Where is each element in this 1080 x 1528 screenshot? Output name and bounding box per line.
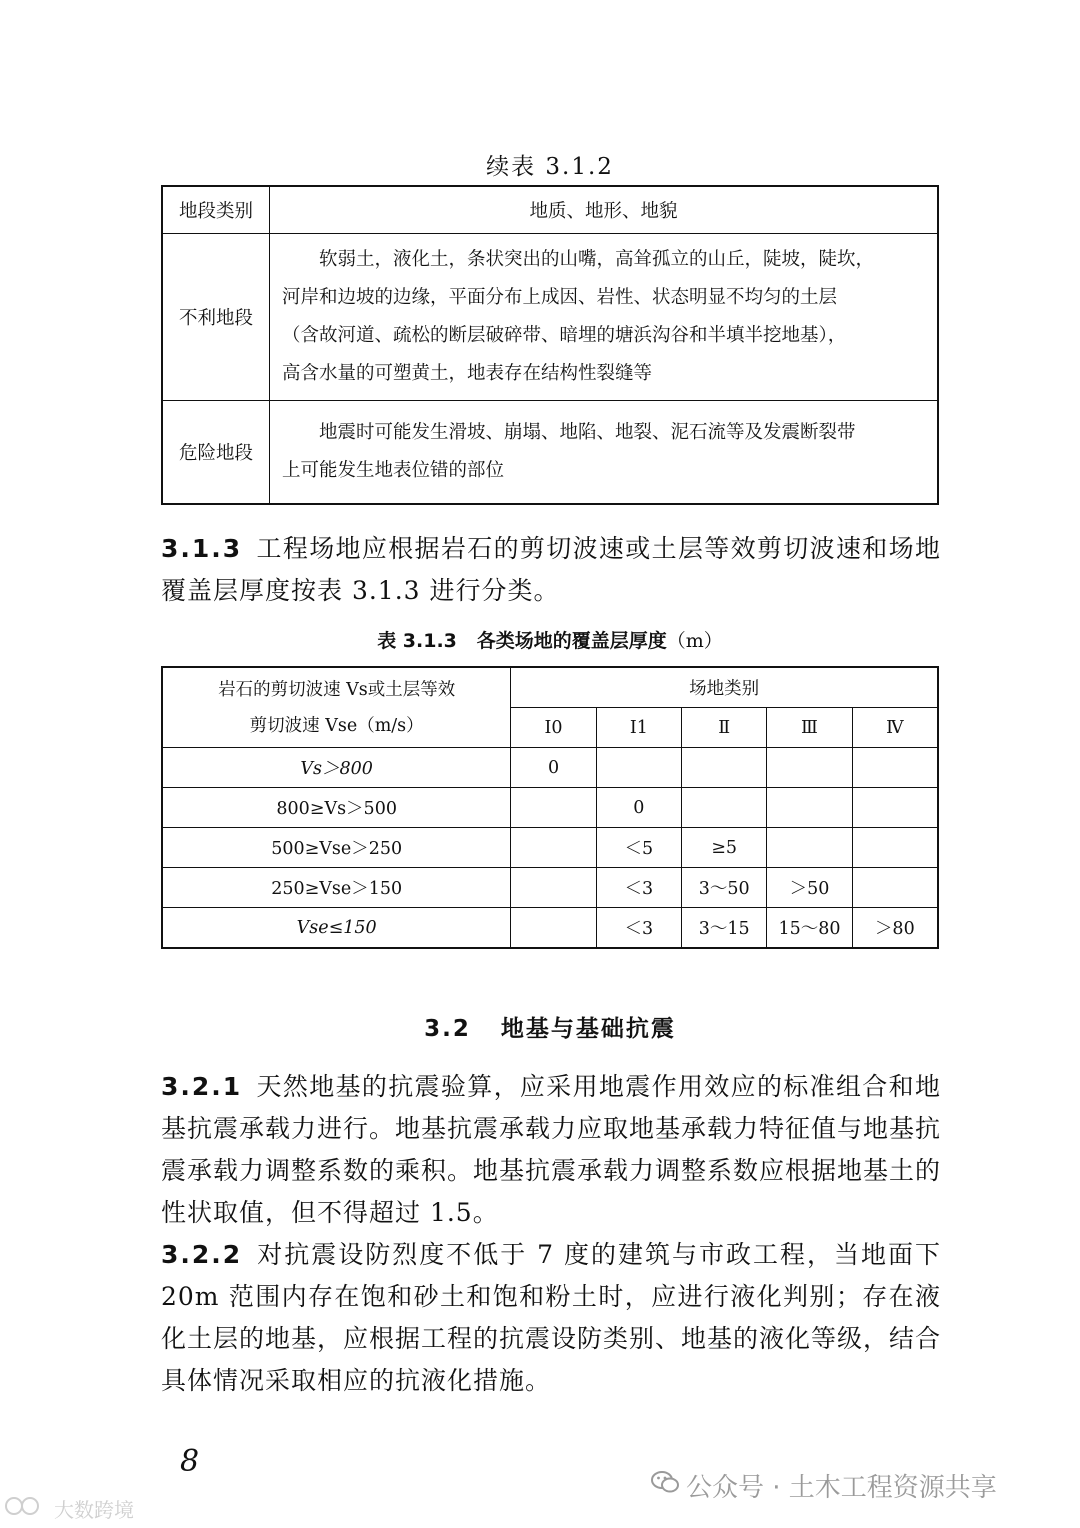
table-3-1-2-continued bbox=[161, 185, 939, 505]
table-row bbox=[162, 234, 938, 401]
value-cell: 0 bbox=[511, 748, 596, 788]
description-line: 高含水量的可塑黄土，地表存在结构性裂缝等 bbox=[282, 363, 653, 384]
table-header-velocity bbox=[162, 667, 511, 748]
description-line: 地震时可能发生滑坡、崩塌、地陷、地裂、泥石流等及发震断裂带 bbox=[282, 422, 856, 443]
clause-3-1-3 bbox=[161, 528, 941, 612]
watermark-text: 公众号 · 土木工程资源共享 bbox=[686, 1473, 997, 1503]
value-cell bbox=[767, 788, 852, 828]
description-line: 软弱土，液化土，条状突出的山嘴，高耸孤立的山丘，陡坡，陡坎， bbox=[282, 249, 875, 270]
category-cell: 危险地段 bbox=[162, 401, 270, 505]
table-caption-title: 各类场地的覆盖层厚度 bbox=[476, 630, 667, 652]
description-cell bbox=[270, 401, 939, 505]
table-header-geology: 地质、地形、地貌 bbox=[270, 186, 939, 234]
velocity-cell: 250≥Vse＞150 bbox=[162, 868, 511, 908]
value-cell bbox=[511, 788, 596, 828]
value-cell bbox=[596, 748, 681, 788]
class-header: Ⅰ1 bbox=[596, 708, 681, 748]
class-header: Ⅳ bbox=[852, 708, 938, 748]
table-header-category: 地段类别 bbox=[162, 186, 270, 234]
value-cell: ＜3 bbox=[596, 868, 681, 908]
table-caption: 续表 3.1.2 bbox=[486, 154, 614, 180]
brand-logo-icon bbox=[4, 1494, 48, 1523]
section-heading bbox=[0, 1010, 1080, 1043]
table-row bbox=[162, 868, 938, 908]
header-line: 岩石的剪切波速 Vs或土层等效 bbox=[218, 679, 456, 700]
header-line: 剪切波速 Vse（m/s） bbox=[249, 715, 424, 736]
value-cell bbox=[682, 788, 767, 828]
class-header: Ⅲ bbox=[767, 708, 852, 748]
clause-text: 对抗震设防烈度不低于 7 度的建筑与市政工程，当地面下 20m 范围内存在饱和砂土和饱和粉土时，应进行液化判别；存在液化土层的地基，应根据工程的抗震设防类别、地基的液化等级，结合具体情况采取相应的抗液化措施。 bbox=[161, 1240, 942, 1395]
velocity-cell: Vse≤150 bbox=[162, 908, 511, 949]
section-title: 地基与基础抗震 bbox=[500, 1016, 676, 1042]
value-cell bbox=[852, 788, 938, 828]
velocity-cell: 500≥Vse＞250 bbox=[162, 828, 511, 868]
class-header: Ⅱ bbox=[682, 708, 767, 748]
description-cell bbox=[270, 234, 939, 401]
value-cell: ＜5 bbox=[596, 828, 681, 868]
value-cell bbox=[682, 748, 767, 788]
category-cell: 不利地段 bbox=[162, 234, 270, 401]
table-row bbox=[162, 828, 938, 868]
table-caption bbox=[0, 626, 1080, 653]
description-line: 上可能发生地表位错的部位 bbox=[282, 460, 505, 481]
value-cell: ＜3 bbox=[596, 908, 681, 949]
description-line: 河岸和边坡的边缘，平面分布上成因、岩性、状态明显不均匀的土层 bbox=[282, 287, 838, 308]
table-caption-unit: （m） bbox=[666, 630, 723, 652]
page-number: 8 bbox=[180, 1444, 200, 1479]
table-row bbox=[162, 788, 938, 828]
clause-3-2-1 bbox=[161, 1066, 941, 1234]
velocity-cell: Vs＞800 bbox=[162, 748, 511, 788]
table-3-1-3 bbox=[161, 666, 939, 949]
value-cell bbox=[852, 828, 938, 868]
class-header: Ⅰ0 bbox=[511, 708, 596, 748]
table-caption-number: 表 3.1.3 bbox=[377, 630, 457, 652]
value-cell: 3～15 bbox=[682, 908, 767, 949]
clause-3-2-2 bbox=[161, 1234, 941, 1402]
table-header-site-class: 场地类别 bbox=[511, 667, 938, 708]
wechat-icon bbox=[650, 1469, 680, 1502]
value-cell: 15～80 bbox=[767, 908, 852, 949]
clause-text: 天然地基的抗震验算，应采用地震作用效应的标准组合和地基抗震承载力进行。地基抗震承载力应取地基承载力特征值与地基抗震承载力调整系数的乘积。地基抗震承载力调整系数应根据地基土的性状取值，但不得超过 1.5。 bbox=[161, 1072, 942, 1227]
clause-number: 3.2.2 bbox=[161, 1240, 243, 1269]
table-row bbox=[162, 908, 938, 949]
value-cell: ＞50 bbox=[767, 868, 852, 908]
value-cell: ＞80 bbox=[852, 908, 938, 949]
velocity-cell: 800≥Vs＞500 bbox=[162, 788, 511, 828]
value-cell bbox=[852, 748, 938, 788]
watermark-wechat bbox=[650, 1467, 997, 1504]
table-row bbox=[162, 748, 938, 788]
value-cell bbox=[767, 748, 852, 788]
value-cell bbox=[767, 828, 852, 868]
table-row bbox=[162, 401, 938, 505]
watermark-brand bbox=[4, 1494, 134, 1523]
value-cell: 3～50 bbox=[682, 868, 767, 908]
description-line: （含故河道、疏松的断层破碎带、暗埋的塘浜沟谷和半填半挖地基）， bbox=[282, 325, 847, 346]
value-cell: ≥5 bbox=[682, 828, 767, 868]
value-cell: 0 bbox=[596, 788, 681, 828]
clause-number: 3.2.1 bbox=[161, 1072, 243, 1101]
value-cell bbox=[511, 908, 596, 949]
clause-text: 工程场地应根据岩石的剪切波速或土层等效剪切波速和场地覆盖层厚度按表 3.1.3 进行分类。 bbox=[161, 534, 941, 605]
value-cell bbox=[511, 828, 596, 868]
watermark-text: 大数跨境 bbox=[54, 1498, 134, 1522]
value-cell bbox=[511, 868, 596, 908]
section-number: 3.2 bbox=[424, 1016, 471, 1042]
clause-number: 3.1.3 bbox=[161, 534, 243, 563]
value-cell bbox=[852, 868, 938, 908]
